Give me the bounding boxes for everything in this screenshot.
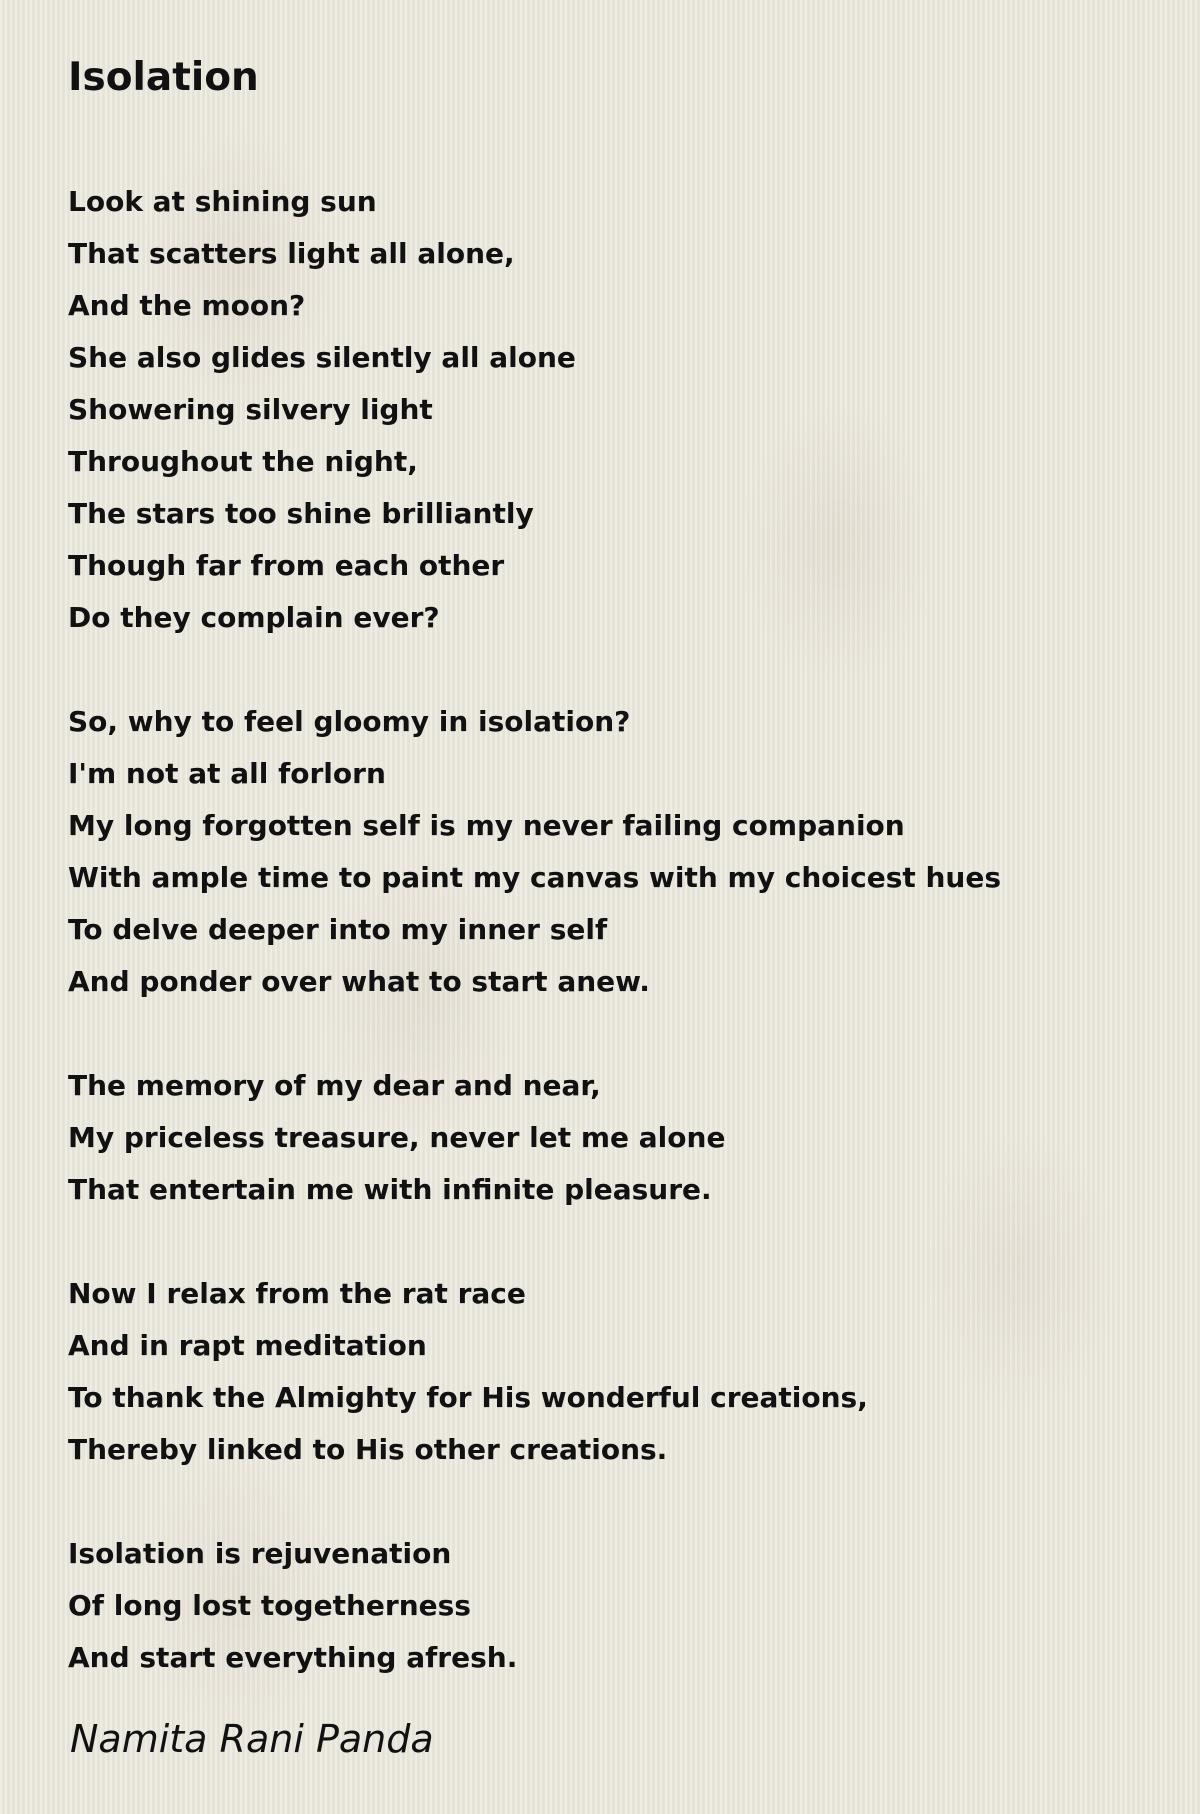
poem-line: She also glides silently all alone [68,341,576,374]
poem-container [68,48,1148,1684]
poem-line: Now I relax from the rat race [68,1277,526,1310]
poem-body [68,176,1148,1684]
poem-line: With ample time to paint my canvas with my choicest hues [68,861,1002,894]
poem-line: My priceless treasure, never let me alone [68,1121,726,1154]
poem-line: That scatters light all alone, [68,237,515,270]
poem-title: Isolation [68,55,259,100]
poem-line: Thereby linked to His other creations. [68,1433,668,1466]
poem-stanza [68,176,1148,644]
poem-author: Namita Rani Panda [70,1717,434,1761]
poem-line: Of long lost togetherness [68,1589,471,1622]
poem-line: And the moon? [68,289,306,322]
poem-line: The memory of my dear and near, [68,1069,601,1102]
poem-line: Though far from each other [68,549,505,582]
poem-stanza [68,1060,1148,1216]
poem-line: And start everything afresh. [68,1641,518,1674]
poem-line: My long forgotten self is my never failing companion [68,809,905,842]
poem-line: The stars too shine brilliantly [68,497,534,530]
poem-line: To thank the Almighty for His wonderful creations, [68,1381,868,1414]
poem-line: Isolation is rejuvenation [68,1537,452,1570]
poem-stanza [68,1528,1148,1684]
poem-line: So, why to feel gloomy in isolation? [68,705,631,738]
poem-line: And in rapt meditation [68,1329,427,1362]
poem-line: Look at shining sun [68,185,377,218]
poem-line: I'm not at all forlorn [68,757,386,790]
poem-line: And ponder over what to start anew. [68,965,650,998]
poem-line: That entertain me with infinite pleasure. [68,1173,712,1206]
poem-stanza [68,696,1148,1008]
poem-stanza [68,1268,1148,1476]
poem-line: Throughout the night, [68,445,418,478]
poem-line: To delve deeper into my inner self [68,913,608,946]
poem-line: Do they complain ever? [68,601,440,634]
poem-line: Showering silvery light [68,393,433,426]
